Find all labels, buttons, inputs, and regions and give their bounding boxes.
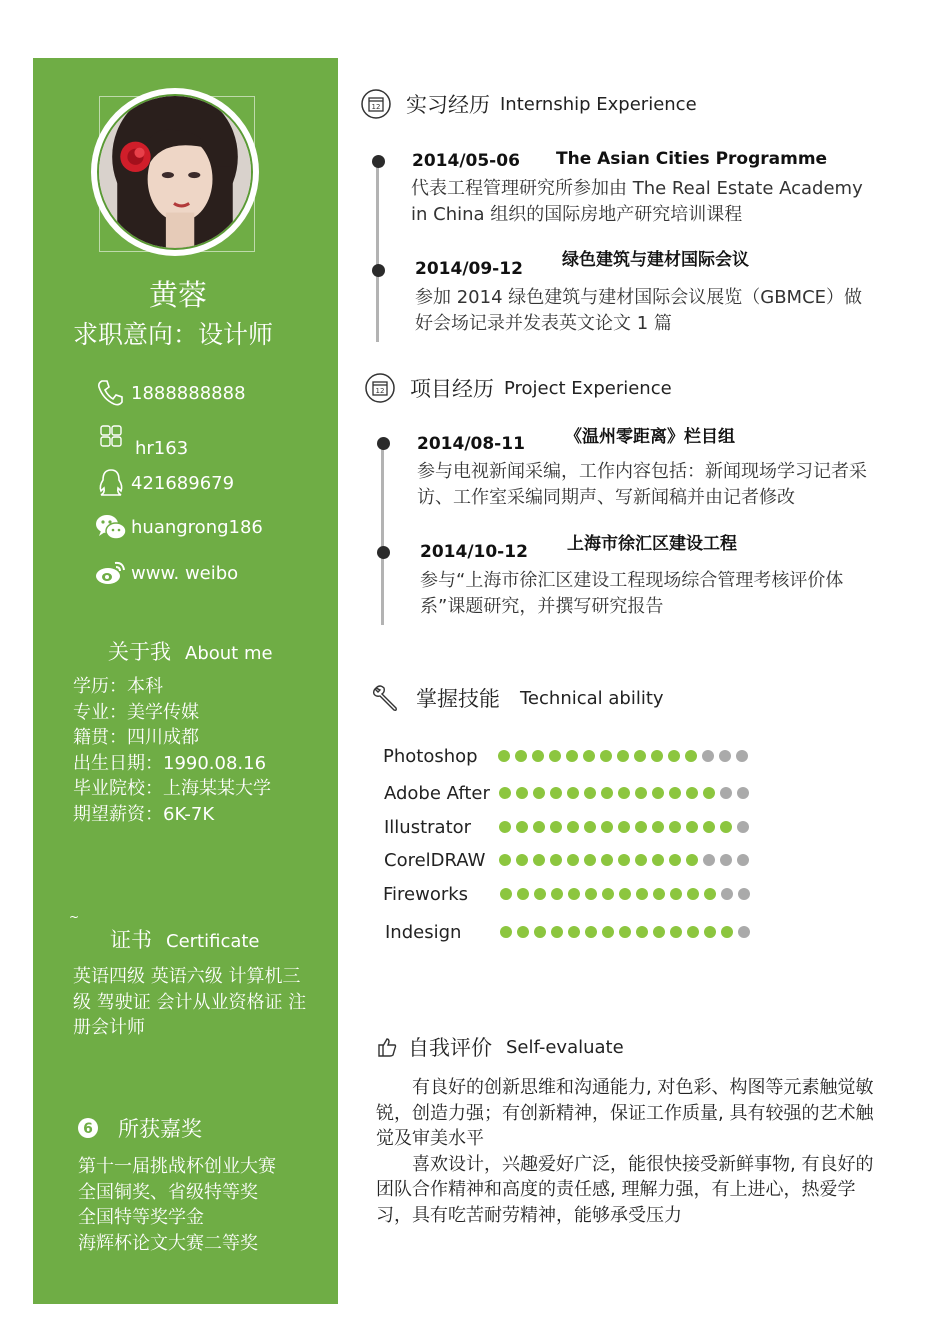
weibo-link: www. weibo — [131, 562, 239, 584]
skill-dot-filled — [602, 926, 614, 938]
skill-dot-filled — [618, 787, 630, 799]
skill-dot-filled — [566, 750, 578, 762]
projects-heading — [364, 372, 672, 404]
project-date: 2014/10-12 — [420, 542, 528, 562]
skill-dot-empty — [702, 750, 714, 762]
skill-dot-empty — [736, 750, 748, 762]
about-list — [73, 674, 271, 827]
skill-name: Fireworks — [383, 884, 469, 905]
project-date: 2014/08-11 — [417, 434, 525, 454]
internship-title-en: Internship Experience — [500, 93, 697, 115]
skill-name: Photoshop — [383, 746, 478, 767]
skill-dot-filled — [549, 750, 561, 762]
about-major: 专业：美学传媒 — [73, 701, 199, 723]
project-title: 上海市徐汇区建设工程 — [567, 534, 737, 554]
awards-list — [78, 1154, 276, 1256]
skill-dot-empty — [721, 888, 733, 900]
skill-dot-filled — [668, 750, 680, 762]
skill-dot-filled — [550, 821, 562, 833]
skill-dot-filled — [534, 888, 546, 900]
skill-name: Illustrator — [384, 817, 472, 838]
skill-dot-empty — [737, 854, 749, 866]
svg-text:6: 6 — [83, 1121, 93, 1137]
skill-dot-filled — [584, 854, 596, 866]
internship-desc: 代表工程管理研究所参加由 The Real Estate Academy in China 组织的国际房地产研究培训课程 — [411, 178, 863, 225]
timeline-dot — [377, 437, 390, 450]
wechat-icon — [95, 512, 131, 542]
skill-dot-filled — [687, 926, 699, 938]
self-eval-text — [376, 1075, 876, 1228]
skill-dot-filled — [704, 926, 716, 938]
thumb-icon — [376, 1036, 398, 1058]
internship-date: 2014/09-12 — [415, 259, 523, 279]
skill-dot-filled — [618, 821, 630, 833]
skill-dot-filled — [550, 854, 562, 866]
mail-icon — [99, 424, 135, 454]
skill-dot-filled — [618, 854, 630, 866]
skill-dot-filled — [619, 888, 631, 900]
skill-dot-filled — [704, 888, 716, 900]
skill-name: Adobe After — [384, 783, 490, 804]
skill-dot-filled — [585, 926, 597, 938]
skill-dot-filled — [584, 821, 596, 833]
skill-dot-filled — [669, 787, 681, 799]
skill-dot-empty — [719, 750, 731, 762]
skill-dot-filled — [585, 888, 597, 900]
self-eval-heading — [376, 1032, 624, 1062]
about-title-en: About me — [185, 643, 273, 664]
weibo-icon — [95, 558, 131, 588]
skill-dot-filled — [602, 888, 614, 900]
skill-dot-filled — [653, 888, 665, 900]
phone-number: 1888888888 — [131, 382, 246, 404]
about-salary: 期望薪资：6K-7K — [73, 803, 215, 825]
awards-heading — [78, 1113, 202, 1143]
skill-dot-filled — [551, 926, 563, 938]
internship-title-cn: 实习经历 — [406, 93, 490, 117]
phone-icon — [95, 378, 131, 408]
skill-dot-filled — [601, 787, 613, 799]
skill-dot-filled — [498, 750, 510, 762]
wrench-icon — [370, 682, 402, 714]
certificate-title-cn: 证书 — [110, 928, 152, 952]
qq-icon — [95, 468, 131, 498]
skill-dot-filled — [533, 854, 545, 866]
internship-title: 绿色建筑与建材国际会议 — [562, 250, 749, 270]
skill-rating — [499, 821, 749, 833]
wechat-id: huangrong186 — [131, 516, 263, 538]
skill-dot-filled — [517, 888, 529, 900]
skill-dot-filled — [653, 926, 665, 938]
calendar-icon — [360, 88, 392, 120]
skill-dot-filled — [515, 750, 527, 762]
skill-dot-filled — [516, 854, 528, 866]
internship-date: 2014/05-06 — [412, 151, 520, 171]
skill-dot-filled — [670, 926, 682, 938]
skill-dot-filled — [584, 787, 596, 799]
skill-dot-filled — [635, 854, 647, 866]
skill-rating — [500, 888, 750, 900]
about-hometown: 籍贯：四川成都 — [73, 727, 199, 748]
about-title-cn: 关于我 — [108, 640, 171, 664]
svg-text:12: 12 — [371, 103, 381, 111]
skill-dot-filled — [533, 787, 545, 799]
timeline-dot — [372, 155, 385, 168]
skill-dot-filled — [600, 750, 612, 762]
skill-dot-filled — [636, 888, 648, 900]
skill-dot-filled — [686, 854, 698, 866]
timeline-dot — [372, 264, 385, 277]
skill-dot-filled — [550, 787, 562, 799]
skill-dot-filled — [720, 821, 732, 833]
skill-dot-filled — [516, 787, 528, 799]
skill-dot-filled — [636, 926, 648, 938]
skill-dot-filled — [500, 926, 512, 938]
skill-dot-empty — [720, 787, 732, 799]
skill-dot-filled — [652, 854, 664, 866]
internship-title: The Asian Cities Programme — [556, 149, 828, 169]
contact-weibo — [95, 558, 238, 588]
skill-dot-filled — [670, 888, 682, 900]
skill-dot-filled — [669, 821, 681, 833]
skill-dot-empty — [737, 787, 749, 799]
skill-rating — [499, 854, 749, 866]
contact-qq — [95, 468, 234, 498]
skill-dot-empty — [703, 854, 715, 866]
svg-text:12: 12 — [375, 387, 385, 395]
sidebar — [33, 58, 338, 1304]
about-school: 毕业院校：上海某某大学 — [73, 778, 271, 799]
self-eval-title-cn: 自我评价 — [408, 1036, 492, 1060]
skill-dot-filled — [551, 888, 563, 900]
calendar-icon — [364, 372, 396, 404]
award-item: 全国特等奖学金 — [78, 1207, 204, 1228]
project-desc: 参与电视新闻采编，工作内容包括：新闻现场学习记者采访、工作室采编同期声、写新闻稿并由记者修改 — [417, 461, 867, 508]
award-item: 全国铜奖、省级特等奖 — [78, 1181, 258, 1203]
skill-dot-empty — [738, 926, 750, 938]
skill-dot-filled — [651, 750, 663, 762]
skill-dot-filled — [687, 888, 699, 900]
skills-heading — [370, 682, 664, 714]
contact-mail — [99, 418, 188, 459]
certificate-list: 英语四级 英语六级 计算机三级 驾驶证 会计从业资格证 注册会计师 — [73, 966, 307, 1038]
skill-dot-filled — [703, 787, 715, 799]
candidate-name: 黄蓉 — [148, 278, 207, 312]
contact-wechat — [95, 512, 263, 542]
skill-rating — [498, 750, 748, 762]
avatar — [91, 88, 259, 256]
project-title: 《温州零距离》栏目组 — [565, 427, 735, 447]
skill-dot-filled — [669, 854, 681, 866]
project-desc: 参与“上海市徐汇区建设工程现场综合管理考核评价体系”课题研究，并撰写研究报告 — [420, 570, 844, 617]
skill-dot-filled — [721, 926, 733, 938]
skill-dot-filled — [652, 821, 664, 833]
skill-dot-filled — [685, 750, 697, 762]
award-item: 第十一届挑战杯创业大赛 — [78, 1156, 276, 1177]
skill-dot-filled — [583, 750, 595, 762]
skill-dot-filled — [499, 787, 511, 799]
mail-address: hr163 — [135, 438, 189, 459]
awards-title-cn: 所获嘉奖 — [118, 1117, 202, 1141]
certificate-heading — [110, 924, 260, 954]
skill-dot-empty — [720, 854, 732, 866]
skill-dot-filled — [568, 888, 580, 900]
skill-dot-filled — [601, 821, 613, 833]
skills-title-en: Technical ability — [520, 687, 664, 709]
skill-dot-filled — [500, 888, 512, 900]
contact-phone — [95, 378, 246, 408]
skill-dot-filled — [516, 821, 528, 833]
skill-dot-filled — [619, 926, 631, 938]
qq-number: 421689679 — [131, 472, 235, 494]
skill-dot-filled — [635, 821, 647, 833]
skill-dot-filled — [617, 750, 629, 762]
skill-dot-filled — [517, 926, 529, 938]
skill-dot-filled — [635, 787, 647, 799]
skill-dot-filled — [499, 854, 511, 866]
skill-dot-filled — [567, 787, 579, 799]
about-birthdate: 出生日期：1990.08.16 — [73, 752, 267, 774]
skill-dot-filled — [499, 821, 511, 833]
internship-desc: 参加 2014 绿色建筑与建材国际会议展览（GBMCE）做好会场记录并发表英文论文 1 篇 — [415, 287, 863, 334]
skill-dot-filled — [703, 821, 715, 833]
timeline-line — [381, 440, 384, 625]
about-heading — [108, 636, 273, 666]
skill-dot-filled — [601, 854, 613, 866]
timeline-line — [376, 160, 379, 342]
certificate-title-en: Certificate — [166, 931, 260, 952]
self-eval-paragraph: 有良好的创新思维和沟通能力, 对色彩、构图等元素触觉敏锐，创造力强；有创新精神，保证工作质量, 具有较强的艺术触觉及审美水平 — [376, 1077, 874, 1149]
skill-dot-filled — [568, 926, 580, 938]
skill-dot-filled — [534, 926, 546, 938]
projects-title-cn: 项目经历 — [410, 377, 494, 401]
projects-title-en: Project Experience — [504, 377, 672, 399]
skill-dot-filled — [567, 821, 579, 833]
skill-dot-empty — [738, 888, 750, 900]
skill-dot-filled — [652, 787, 664, 799]
job-intent: 求职意向：设计师 — [73, 320, 274, 349]
self-eval-paragraph: 喜欢设计，兴趣爱好广泛，能很快接受新鲜事物, 有良好的团队合作精神和高度的责任感, 理解力强，有上进心，热爱学习，具有吃苦耐劳精神，能够承受压力 — [376, 1153, 874, 1226]
award-item: 海辉杯论文大赛二等奖 — [78, 1232, 258, 1254]
skill-rating — [499, 787, 749, 799]
skill-dot-filled — [567, 854, 579, 866]
skill-dot-empty — [737, 821, 749, 833]
decor-mark: ~ — [69, 910, 80, 924]
skill-dot-filled — [533, 821, 545, 833]
internship-heading — [360, 88, 697, 120]
skill-dot-filled — [634, 750, 646, 762]
skills-title-cn: 掌握技能 — [416, 687, 500, 711]
award-badge-icon — [78, 1118, 98, 1138]
profile-photo — [99, 96, 251, 248]
skill-dot-filled — [686, 821, 698, 833]
self-eval-title-en: Self-evaluate — [506, 1036, 624, 1058]
skill-dot-filled — [532, 750, 544, 762]
skill-rating — [500, 926, 750, 938]
skill-name: Indesign — [385, 922, 462, 943]
skill-dot-filled — [686, 787, 698, 799]
skill-name: CorelDRAW — [384, 850, 486, 871]
timeline-dot — [377, 546, 390, 559]
about-education: 学历：本科 — [73, 676, 163, 697]
